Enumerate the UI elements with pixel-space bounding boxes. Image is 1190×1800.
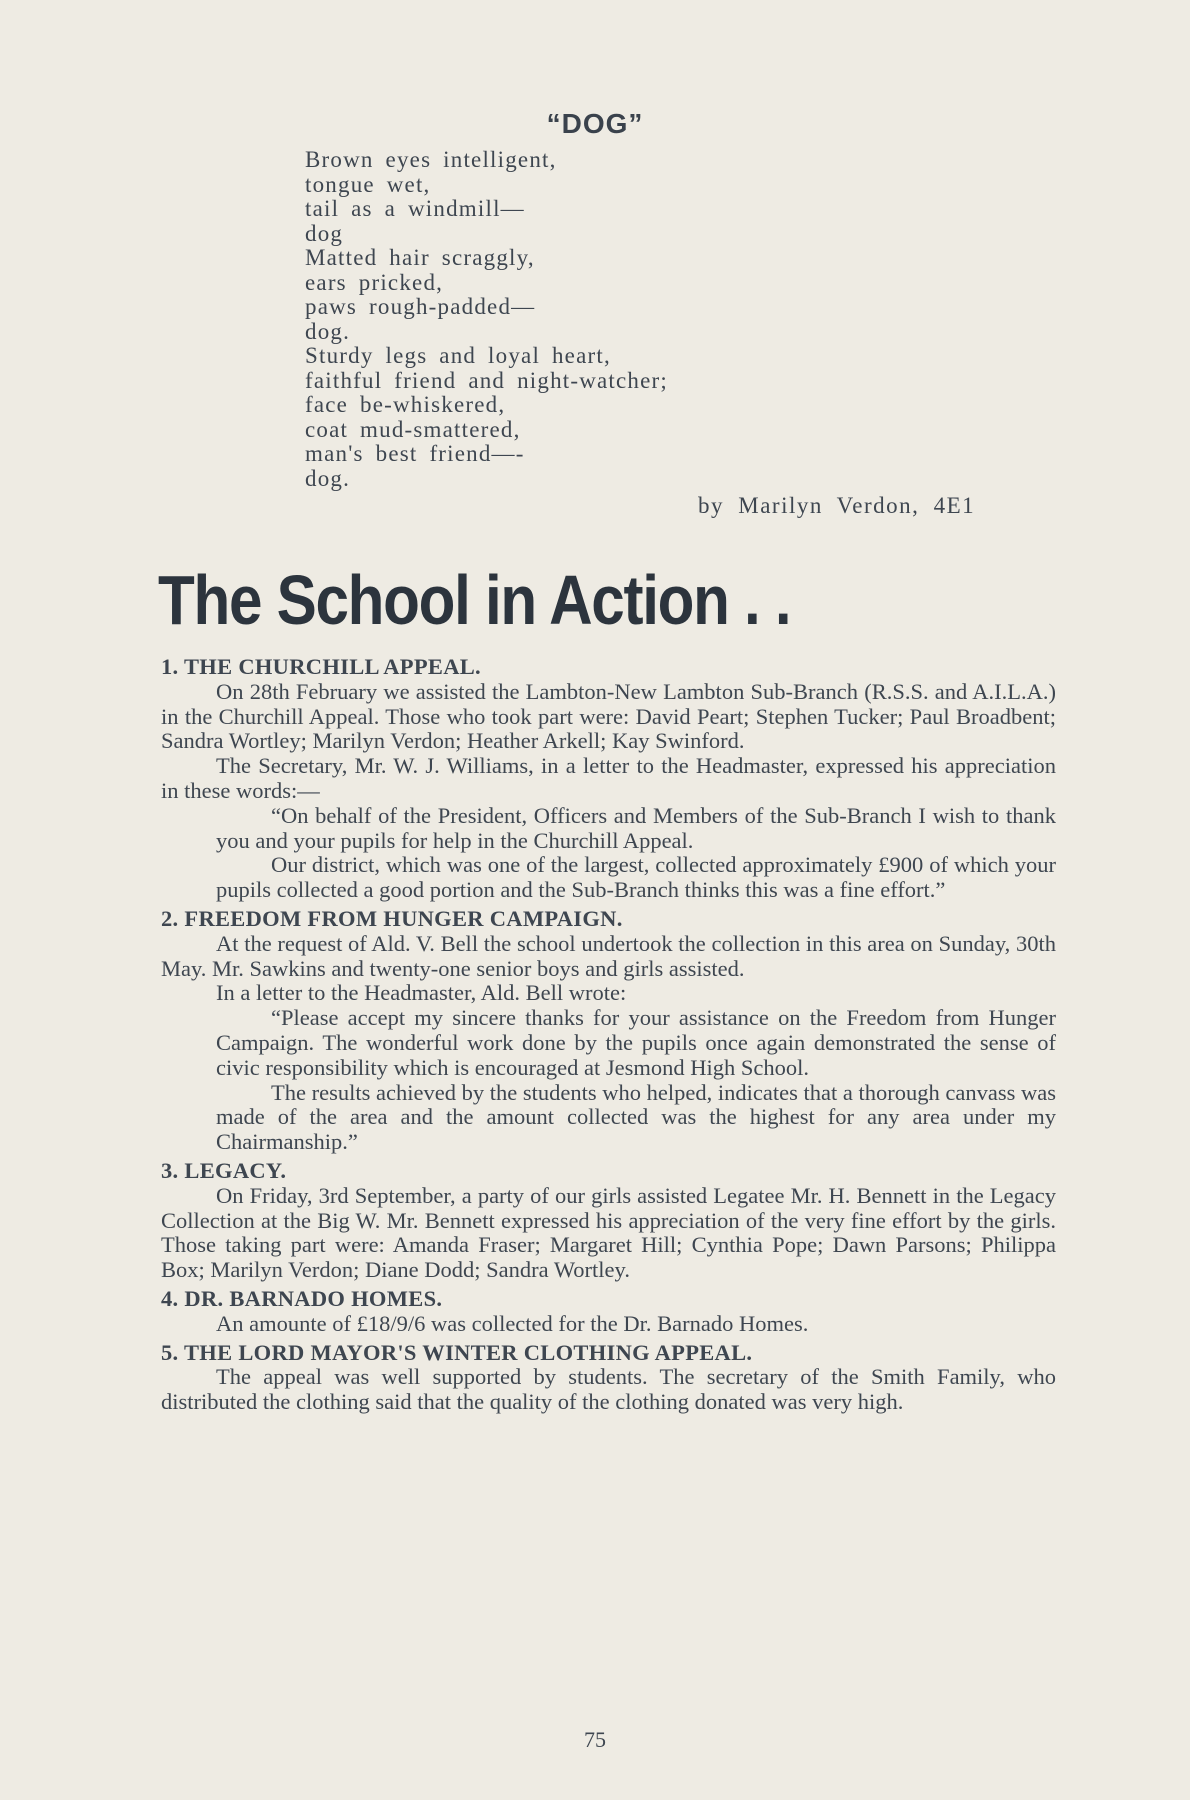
section-heading: 2. FREEDOM FROM HUNGER CAMPAIGN. [161,905,623,931]
paragraph: At the request of Ald. V. Bell the school undertook the collection in this area on Sunday, 30th May. Mr. Sawkins and twenty-one senior boys and girls assisted. [161,930,1056,981]
page-headline: The School in Action . . [158,561,791,639]
section-heading: 3. LEGACY. [161,1157,287,1183]
poem-byline: by Marilyn Verdon, 4E1 [698,493,976,518]
quote-paragraph: “Please accept my sincere thanks for your assistance on the Freedom from Hunger Campaign. The wonderful work done by the pupils once again demonstrated the sense of civic responsibility which is encouraged at Jesmond High School. [216,1005,1056,1080]
paragraph: In a letter to the Headmaster, Ald. Bell wrote: [216,980,627,1006]
paragraph: On Friday, 3rd September, a party of our girls assisted Legatee Mr. H. Bennett in the Legacy Collection at the Big W. Mr. Bennett expressed his appreciation of the very fine effort by the girls. Those taking part were: Amanda Fraser; Margaret Hill; Cynthia Pope; Dawn Parsons; Philippa Box; Marilyn Verdon; Diane Dodd; Sandra Wortley. [161,1182,1056,1283]
section-heading: 5. THE LORD MAYOR'S WINTER CLOTHING APPEAL. [161,1339,753,1365]
poem-line: faithful friend and night-watcher; [305,367,668,393]
poem-line: Brown eyes intelligent, [305,147,557,172]
poem-line: face be-whiskered, [305,392,506,417]
quote-paragraph: Our district, which was one of the largest, collected approximately £900 of which your pupils collected a good portion and the Sub-Branch thinks this was a fine effort.” [216,852,1056,903]
quote-paragraph: “On behalf of the President, Officers and Members of the Sub-Branch I wish to thank you and your pupils for help in the Churchill Appeal. [216,802,1056,853]
poem-line: dog. [305,318,351,344]
paragraph: On 28th February we assisted the Lambton-New Lambton Sub-Branch (R.S.S. and A.I.L.A.) in the Churchill Appeal. Those who took part were: David Peart; Stephen Tucker; Paul Broadbent; Sandra Wortley; Marilyn Verdon; Heather Arkell; Kay Swinford. [161,678,1056,754]
poem-line: dog. [305,465,351,491]
poem-line: Matted hair scraggly, [305,245,535,270]
section-heading: 4. DR. BARNADO HOMES. [161,1285,443,1311]
paragraph: The appeal was well supported by students. The secretary of the Smith Family, who distributed the clothing said that the quality of the clothing donated was very high. [161,1364,1056,1415]
page-number: 75 [584,1727,606,1752]
poem-line: ears pricked, [305,269,444,295]
paragraph: An amounte of £18/9/6 was collected for the Dr. Barnado Homes. [216,1310,809,1336]
paragraph: The Secretary, Mr. W. J. Williams, in a letter to the Headmaster, expressed his appreciation in these words:— [161,753,1056,803]
poem-line: Sturdy legs and loyal heart, [305,343,611,368]
poem-line: coat mud-smattered, [305,416,521,442]
poem-line: paws rough-padded— [305,294,536,319]
section-heading: 1. THE CHURCHILL APPEAL. [161,654,481,679]
poem-title: “DOG” [546,108,644,139]
poem-line: tongue wet, [305,171,431,197]
poem-line: man's best friend—- [305,441,525,466]
poem-line: tail as a windmill— [305,196,525,221]
poem [305,148,668,491]
poem-line: dog [305,220,344,246]
article-body [161,655,1056,1415]
quote-paragraph: The results achieved by the students who helped, indicates that a thorough canvass was made of the area and the amount collected was the highest for any area under my Chairmanship.” [216,1079,1056,1155]
